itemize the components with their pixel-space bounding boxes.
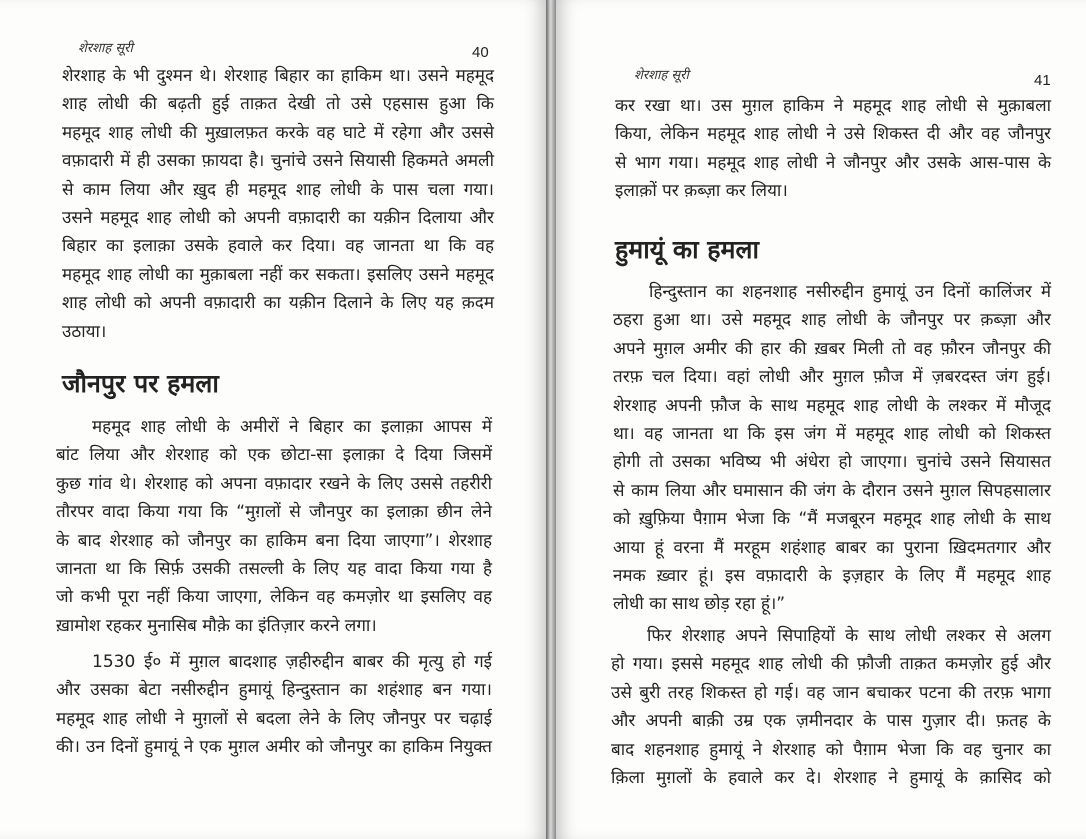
text-line: इलाक़ों पर क़ब्ज़ा कर लिया। [615,181,788,202]
text-line: को ख़ुफ़िया पैग़ाम भेजा कि “मैं मजबूरन महमूद शाह लोधी के साथ [613,509,1051,530]
text-line: शाह लोधी को अपनी वफ़ादारी का यक़ीन दिलाने के लिए यह क़दम [62,293,494,314]
text-line: के बाद शेरशाह को जौनपुर का हाकिम बना दिया जाएगा”। शेरशाह [56,530,492,551]
paragraph [615,92,1051,206]
paragraph [62,62,494,346]
running-head: शेरशाह सूरी [78,41,133,56]
text-line: कुछ गांव थे। शेरशाह को अपना वफ़ादार रखने के लिए उससे तहरीरी [56,473,492,494]
text-line: फिर शेरशाह अपने सिपाहियों के साथ लोधी लश्कर से अलग [647,626,1051,646]
text-line: तरफ़ चल दिया। वहां लोधी और मुग़ल फ़ौज में ज़बरदस्त जंग हुई। [613,367,1051,388]
text-line: नमक ख़्वार हूं। इस वफ़ादारी के इज़हार के लिए मैं महमूद शाह [613,565,1051,586]
paragraph [56,413,492,640]
paragraph [613,278,1051,619]
text-line: किया, लेकिन महमूद शाह लोधी ने उसे शिकस्त दी और वह जौनपुर [615,124,1051,145]
text-line: बिहार का इलाक़ा उसके हवाले कर दिया। वह जानता था कि वह [62,236,494,257]
text-line: जो कभी पूरा नहीं किया जाएगा, लेकिन वह कमज़ोर था इसलिए वह [56,587,492,608]
text-line: हिन्दुस्तान का शहनशाह नसीरुद्दीन हुमायूं उन दिनों कालिंजर में [649,282,1051,302]
paragraph [611,622,1051,792]
text-line: की। उन दिनों हुमायूं ने एक मुग़ल अमीर को जौनपुर का हाकिम नियुक्त [56,737,492,758]
text-line: 1530 ई० में मुग़ल बादशाह ज़हीरुद्दीन बाबर की मृत्यु हो गई [92,652,492,672]
text-line: और अपनी बाक़ी उम्र एक ज़मीनदार के पास गुज़ार दी। फ़तह के [611,711,1051,732]
text-line: अपने मुग़ल अमीर की हार की ख़बर मिली तो वह फ़ौरन जौनपुर की [613,338,1051,359]
text-line: आया हूं वरना मैं मरहूम शहंशाह बाबर का पुराना ख़िदमतगार और [613,537,1051,558]
text-line: था। वह जानता था कि इस जंग में महमूद शाह लोधी को शिकस्त [613,423,1051,444]
text-line: महमूद शाह लोधी के अमीरों ने बिहार का इलाक़ा आपस में [92,417,492,437]
text-line: महमूद शाह लोधी ने मुग़लों से बदला लेने के लिए जौनपुर पर चढ़ाई [56,708,492,729]
text-line: उसने महमूद शाह लोधी को अपनी वफ़ादारी का यक़ीन दिलाया और [62,207,494,228]
page-number: 41 [1034,72,1051,89]
text-line: शेरशाह के भी दुश्मन थे। शेरशाह बिहार का हाकिम था। उसने महमूद [62,66,494,86]
paragraph [56,648,492,762]
text-line: जानता था कि सिर्फ़ उसकी तसल्ली के लिए यह वादा किया गया है [56,558,492,579]
text-line: महमूद शाह लोधी की मुख़ालफ़त करके वह घाटे में रहेगा और उससे [62,122,494,143]
text-line: बांट लिया और शेरशाह को एक छोटा-सा इलाक़ा दे दिया जिसमें [56,445,492,466]
text-line: तौरपर वादा किया गया कि “मुग़लों से जौनपुर का इलाक़ा छीन लेने [56,502,492,523]
text-line: और उसका बेटा नसीरुद्दीन हुमायूं हिन्दुस्तान का शहंशाह बन गया। [56,680,492,701]
page-number: 40 [472,44,489,61]
text-line: होगी तो उसका भविष्य भी अंधेरा हो जाएगा। चुनांचे उसने सियासत [613,452,1051,473]
text-line: लोधी का साथ छोड़ रहा हूं।” [613,594,786,615]
text-line: ठहरा हुआ था। उसे महमूद शाह लोधी के जौनपुर पर क़ब्ज़ा और [613,310,1051,331]
text-line: वफ़ादारी में ही उसका फ़ायदा है। चुनांचे उसने सियासी हिकमते अमली [62,151,494,172]
text-line: शाह लोधी की बढ़ती हुई ताक़त देखी तो उसे एहसास हुआ कि [62,94,494,115]
running-head: शेरशाह सूरी [634,68,689,83]
book-spine [546,0,556,839]
section-heading: हुमायूं का हमला [615,235,759,264]
text-line: उसे बुरी तरह शिकस्त हो गई। वह जान बचाकर पटना की तरफ़ भागा [611,682,1051,703]
text-line: हो गया। इससे महमूद शाह लोधी की फ़ौजी ताक़त कमज़ोर हुई और [611,654,1051,675]
text-line: से काम लिया और ख़ुद ही महमूद शाह लोधी के पास चला गया। [62,179,494,200]
text-line: बाद शहनशाह हुमायूं ने शेरशाह को पैग़ाम भेजा कि वह चुनार का [611,739,1051,760]
text-line: से भाग गया। महमूद शाह लोधी ने जौनपुर और उसके आस-पास के [615,152,1051,173]
text-line: शेरशाह अपनी फ़ौज के साथ महमूद शाह लोधी के लश्कर में मौजूद [613,395,1051,416]
text-line: उठाया। [62,321,107,342]
text-line: ख़ामोश रहकर मुनासिब मौक़े का इंतिज़ार करने लगा। [56,615,377,636]
text-line: महमूद शाह लोधी का मुक़ाबला नहीं कर सकता। इसलिए उसने महमूद [62,264,494,285]
text-line: से काम लिया और घमासान की जंग के दौरान उसने मुग़ल सिपहसालार [613,480,1051,501]
text-line: क़िला मुग़लों के हवाले कर दे। शेरशाह ने हुमायूं के क़ासिद को [611,767,1051,788]
text-line: कर रखा था। उस मुग़ल हाकिम ने महमूद शाह लोधी से मुक़ाबला [615,96,1051,116]
right-page [556,0,1086,839]
section-heading: जौनपुर पर हमला [62,369,219,398]
